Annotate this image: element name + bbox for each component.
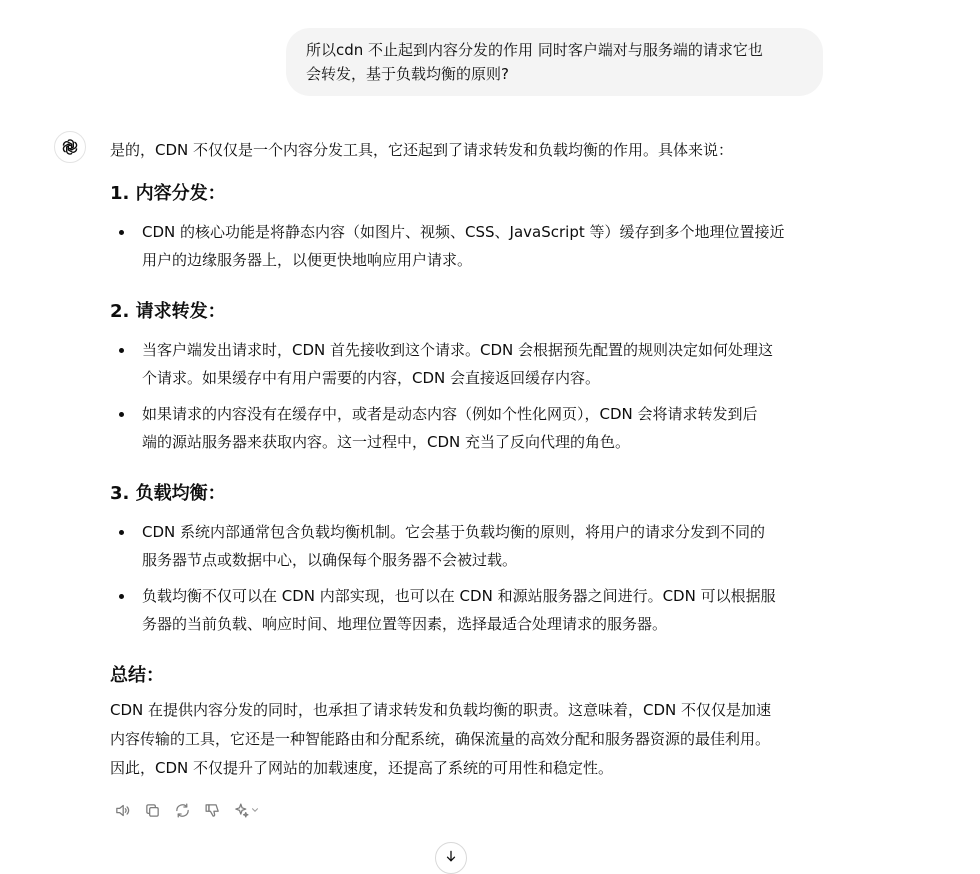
list-item-line: 用户的边缘服务器上，以便更快地响应用户请求。 xyxy=(142,251,473,269)
list-item xyxy=(110,336,830,392)
list-item xyxy=(110,518,830,574)
list-item-line: 当客户端发出请求时，CDN 首先接收到这个请求。CDN 会根据预先配置的规则决定如何处理这 xyxy=(142,341,774,359)
summary-line: 因此，CDN 不仅提升了网站的加载速度，还提高了系统的可用性和稳定性。 xyxy=(110,759,614,777)
thumbs-down-icon xyxy=(204,802,221,819)
list-item-line: CDN 系统内部通常包含负载均衡机制。它会基于负载均衡的原则，将用户的请求分发到不同的 xyxy=(142,523,766,541)
list-item-line: 端的源站服务器来获取内容。这一过程中，CDN 充当了反向代理的角色。 xyxy=(142,433,631,451)
list-item-line: CDN 的核心功能是将静态内容（如图片、视频、CSS、JavaScript 等）缓存到多个地理位置接近 xyxy=(142,223,785,241)
list-item-line: 个请求。如果缓存中有用户需要的内容，CDN 会直接返回缓存内容。 xyxy=(142,369,601,387)
section-title-content-distribution: 1. 内容分发： xyxy=(110,183,226,204)
arrow-down-icon xyxy=(444,849,458,863)
regenerate-button[interactable] xyxy=(170,798,194,822)
bullet-list xyxy=(110,336,830,456)
summary-title: 总结： xyxy=(110,665,164,686)
openai-logo-icon xyxy=(60,137,80,157)
user-message-line: 会转发，基于负载均衡的原则? xyxy=(306,65,509,83)
chevron-down-icon xyxy=(250,805,260,815)
assistant-avatar xyxy=(54,131,86,163)
speaker-icon xyxy=(114,802,131,819)
bullet-list xyxy=(110,218,830,274)
sparkle-icon xyxy=(233,802,250,819)
section-title-load-balancing: 3. 负载均衡： xyxy=(110,483,226,504)
copy-icon xyxy=(144,802,161,819)
user-message-bubble xyxy=(286,28,823,96)
regenerate-icon xyxy=(174,802,191,819)
list-item-line: 负载均衡不仅可以在 CDN 内部实现，也可以在 CDN 和源站服务器之间进行。CDN 可以根据服 xyxy=(142,587,776,605)
list-item-line: 务器的当前负载、响应时间、地理位置等因素，选择最适合处理请求的服务器。 xyxy=(142,615,668,633)
list-item xyxy=(110,400,830,456)
assistant-message xyxy=(110,136,830,783)
summary-line: 内容传输的工具，它还是一种智能路由和分配系统，确保流量的高效分配和服务器资源的最佳利用。 xyxy=(110,730,771,748)
bad-response-button[interactable] xyxy=(200,798,224,822)
switch-model-button[interactable] xyxy=(230,798,262,822)
summary-line: CDN 在提供内容分发的同时，也承担了请求转发和负载均衡的职责。这意味着，CDN 不仅仅是加速 xyxy=(110,701,772,719)
copy-button[interactable] xyxy=(140,798,164,822)
assistant-intro: 是的，CDN 不仅仅是一个内容分发工具，它还起到了请求转发和负载均衡的作用。具体来说： xyxy=(110,141,734,159)
scroll-to-bottom-button[interactable] xyxy=(435,842,467,874)
read-aloud-button[interactable] xyxy=(110,798,134,822)
user-message-line: 所以cdn 不止起到内容分发的作用 同时客户端对与服务端的请求它也 xyxy=(306,41,763,59)
message-action-bar xyxy=(110,798,262,822)
summary-paragraph xyxy=(110,696,830,783)
list-item xyxy=(110,582,830,638)
bullet-list xyxy=(110,518,830,638)
list-item xyxy=(110,218,830,274)
list-item-line: 服务器节点或数据中心，以确保每个服务器不会被过载。 xyxy=(142,551,518,569)
list-item-line: 如果请求的内容没有在缓存中，或者是动态内容（例如个性化网页），CDN 会将请求转发到后 xyxy=(142,405,758,423)
section-title-request-forwarding: 2. 请求转发： xyxy=(110,301,226,322)
